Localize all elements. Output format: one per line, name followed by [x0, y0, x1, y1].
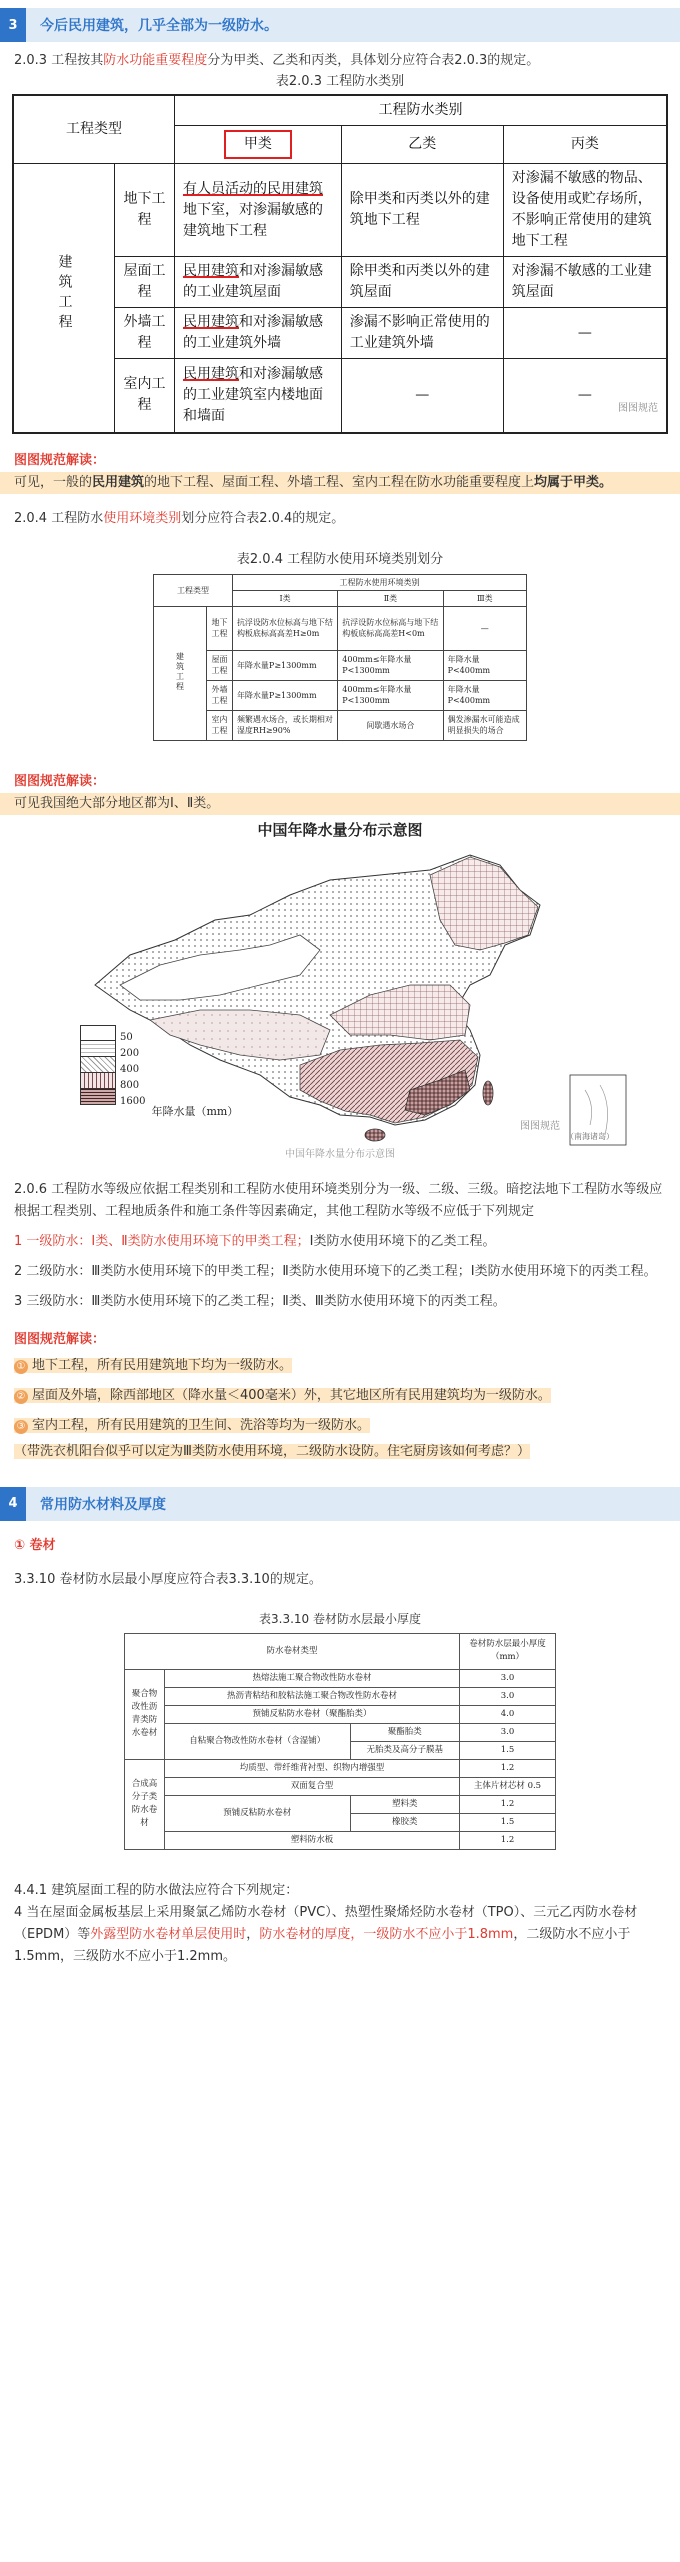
table-header-class-b: 乙类	[341, 126, 503, 164]
reading-2-title: 图图规范解读：	[14, 773, 106, 789]
reading-3-item: ③ 室内工程，所有民用建筑的卫生间、洗浴等均为一级防水。	[14, 1418, 370, 1433]
material-thickness: 主体片材芯材 0.5	[460, 1777, 556, 1795]
material-name: 均质型、带纤维背衬型、织物内增强型	[165, 1759, 460, 1777]
table-2-0-4	[153, 574, 527, 741]
cell-class-c: 对渗漏不敏感的物品、设备使用或贮存场所，不影响正常使用的建筑地下工程	[503, 164, 667, 257]
clause-4-4-1-item-4: 4 当在屋面金属板基层上采用聚氯乙烯防水卷材（PVC）、热塑性聚烯烃防水卷材（TPO）、三元乙丙防水卷材（EPDM）等外露型防水卷材单层使用时，防水卷材的厚度，一级防水不应小于1.8mm，二级防水不应小于1.5mm，三级防水不应小于1.2mm。	[14, 1904, 638, 1964]
table-header-category: 工程防水使用环境类别	[232, 574, 526, 590]
cell-class-2: 400mm≤年降水量P<1300mm	[338, 650, 443, 680]
material-thickness: 3.0	[460, 1669, 556, 1687]
row-name: 屋面工程	[207, 650, 233, 680]
table-2-0-4-caption: 表2.0.4 工程防水使用环境类别划分	[236, 551, 444, 567]
material-name: 自粘聚合物改性防水卷材（含湿铺）	[165, 1723, 351, 1759]
south-sea-label: （南海诸岛）	[566, 1131, 614, 1141]
group-label-2: 合成高分子类防水卷材	[125, 1759, 165, 1849]
legend-unit: 年降水量（mm）	[151, 1104, 239, 1118]
material-thickness: 3.0	[460, 1723, 556, 1741]
reading-3-item: ① 地下工程，所有民用建筑地下均为一级防水。	[14, 1358, 292, 1373]
section-3-number: 3	[0, 8, 26, 42]
row-name: 室内工程	[115, 359, 175, 433]
table-header-type: 工程类型	[13, 95, 175, 164]
row-name: 室内工程	[207, 710, 233, 740]
map-title: 中国年降水量分布示意图	[257, 820, 423, 839]
section-4-number: 4	[0, 1487, 26, 1521]
reading-1-body: 可见，一般的民用建筑的地下工程、屋面工程、外墙工程、室内工程在防水功能重要程度上均属于甲类。	[0, 472, 680, 494]
clause-2-0-6-item-3: 3 三级防水：Ⅲ类防水使用环境下的乙类工程；Ⅱ类、Ⅲ类防水使用环境下的丙类工程。	[14, 1293, 506, 1309]
legend-200: 200	[120, 1047, 140, 1059]
material-thickness: 1.2	[460, 1759, 556, 1777]
table-header-thickness: 卷材防水层最小厚度（mm）	[460, 1633, 556, 1669]
material-subtype: 塑料类	[350, 1795, 459, 1813]
row-name: 外墙工程	[207, 680, 233, 710]
cell-class-b: 除甲类和丙类以外的建筑屋面	[341, 257, 503, 308]
watermark: 图图规范	[618, 399, 658, 414]
row-name: 地下工程	[115, 164, 175, 257]
material-thickness: 4.0	[460, 1705, 556, 1723]
table-3-3-10	[124, 1633, 556, 1850]
cell-class-2: 400mm≤年降水量P<1300mm	[338, 680, 443, 710]
material-name: 塑料防水板	[165, 1831, 460, 1849]
table-header-type: 工程类型	[154, 574, 233, 606]
section-3-header	[0, 8, 680, 42]
legend-400: 400	[120, 1063, 140, 1075]
map-legend	[80, 1025, 238, 1119]
material-name: 预铺反粘防水卷材	[165, 1795, 351, 1831]
subsection-membrane: ① 卷材	[14, 1537, 56, 1553]
cell-class-3: 年降水量P<400mm	[443, 650, 526, 680]
reading-3-extra: （带洗衣机阳台似乎可以定为Ⅲ类防水使用环境，二级防水设防。住宅厨房该如何考虑？）	[14, 1443, 530, 1459]
cell-class-c: —	[503, 359, 667, 433]
table-group-label: 建筑工程	[154, 606, 207, 740]
cell-class-a: 民用建筑和对渗漏敏感的工业建筑屋面	[175, 257, 342, 308]
clause-2-0-4: 2.0.4 工程防水使用环境类别划分应符合表2.0.4的规定。	[14, 510, 345, 526]
material-subtype: 无胎类及高分子膜基	[350, 1741, 459, 1759]
material-thickness: 1.2	[460, 1795, 556, 1813]
map-watermark: 图图规范	[520, 1120, 560, 1132]
table-2-0-3-caption: 表2.0.3 工程防水类别	[275, 74, 405, 89]
material-thickness: 1.2	[460, 1831, 556, 1849]
precipitation-map	[0, 815, 680, 1165]
material-thickness: 1.5	[460, 1741, 556, 1759]
cell-class-c: —	[503, 308, 667, 359]
table-header-class-2: Ⅱ类	[338, 590, 443, 606]
cell-class-b: 除甲类和丙类以外的建筑地下工程	[341, 164, 503, 257]
legend-50: 50	[120, 1031, 133, 1043]
cell-class-3: 偶发渗漏水可能造成明显损失的场合	[443, 710, 526, 740]
cell-class-3: —	[443, 606, 526, 650]
table-3-3-10-caption: 表3.3.10 卷材防水层最小厚度	[259, 1611, 421, 1626]
material-name: 预铺反粘防水卷材（聚酯胎类）	[165, 1705, 460, 1723]
map-caption: 中国年降水量分布示意图	[285, 1148, 395, 1160]
row-name: 外墙工程	[115, 308, 175, 359]
material-name: 热沥青粘结和胶粘法施工聚合物改性防水卷材	[165, 1687, 460, 1705]
material-subtype: 聚酯胎类	[350, 1723, 459, 1741]
cell-class-c: 对渗漏不敏感的工业建筑屋面	[503, 257, 667, 308]
table-header-class-1: Ⅰ类	[232, 590, 337, 606]
reading-3-list	[0, 1355, 680, 1463]
reading-3-item: ② 屋面及外墙，除西部地区（降水量＜400毫米）外，其它地区所有民用建筑均为一级防水。	[14, 1388, 551, 1403]
row-name: 屋面工程	[115, 257, 175, 308]
cell-class-3: 年降水量P<400mm	[443, 680, 526, 710]
cell-class-1: 年降水量P≥1300mm	[232, 680, 337, 710]
reading-2-body: 可见我国绝大部分地区都为Ⅰ、Ⅱ类。	[0, 793, 680, 815]
cell-class-a: 民用建筑和对渗漏敏感的工业建筑外墙	[175, 308, 342, 359]
material-thickness: 3.0	[460, 1687, 556, 1705]
clause-4-4-1: 4.4.1 建筑屋面工程的防水做法应符合下列规定：	[14, 1882, 299, 1898]
cell-class-a: 有人员活动的民用建筑地下室，对渗漏敏感的建筑地下工程	[175, 164, 342, 257]
clause-2-0-6-item-2: 2 二级防水：Ⅲ类防水使用环境下的甲类工程；Ⅱ类防水使用环境下的乙类工程；Ⅰ类防水使用环境下的丙类工程。	[14, 1263, 657, 1279]
table-header-class-3: Ⅲ类	[443, 590, 526, 606]
clause-2-0-3: 2.0.3 工程按其防水功能重要程度分为甲类、乙类和丙类，具体划分应符合表2.0.3的规定。	[14, 53, 540, 68]
table-header-category: 工程防水类别	[175, 95, 668, 126]
section-4-title: 常用防水材料及厚度	[40, 1496, 166, 1513]
group-label-1: 聚合物改性沥青类防水卷材	[125, 1669, 165, 1759]
cell-class-2: 抗浮设防水位标高与地下结构板底标高高差H<0m	[338, 606, 443, 650]
table-header-class-a: 甲类	[175, 126, 342, 164]
cell-class-1: 年降水量P≥1300mm	[232, 650, 337, 680]
clause-2-0-6-item-1: 1 一级防水：Ⅰ类、Ⅱ类防水使用环境下的甲类工程；Ⅰ类防水使用环境下的乙类工程。	[14, 1233, 496, 1249]
reading-3-title: 图图规范解读：	[14, 1331, 106, 1347]
material-thickness: 1.5	[460, 1813, 556, 1831]
reading-1-title: 图图规范解读：	[14, 452, 106, 468]
cell-class-b: —	[341, 359, 503, 433]
material-name: 双面复合型	[165, 1777, 460, 1795]
clause-2-0-6: 2.0.6 工程防水等级应依据工程类别和工程防水使用环境类别分为一级、二级、三级。暗挖法地下工程防水等级应根据工程类别、工程地质条件和施工条件等因素确定，其他工程防水等级不应低于下列规定	[14, 1181, 663, 1219]
table-header-type: 防水卷材类型	[125, 1633, 460, 1669]
row-name: 地下工程	[207, 606, 233, 650]
cell-class-b: 渗漏不影响正常使用的工业建筑外墙	[341, 308, 503, 359]
cell-class-1: 抗浮设防水位标高与地下结构板底标高高差H≥0m	[232, 606, 337, 650]
section-3-title: 今后民用建筑，几乎全部为一级防水。	[40, 18, 278, 34]
material-subtype: 橡胶类	[350, 1813, 459, 1831]
legend-1600: 1600	[120, 1095, 146, 1107]
cell-class-2: 间歇遇水场合	[338, 710, 443, 740]
legend-800: 800	[120, 1079, 140, 1091]
cell-class-1: 频繁遇水场合，或长期相对湿度RH≥90%	[232, 710, 337, 740]
table-2-0-3	[12, 94, 668, 434]
clause-3-3-10: 3.3.10 卷材防水层最小厚度应符合表3.3.10的规定。	[14, 1571, 322, 1587]
table-header-class-c: 丙类	[503, 126, 667, 164]
cell-class-a: 民用建筑和对渗漏敏感的工业建筑室内楼地面和墙面	[175, 359, 342, 433]
section-4-header	[0, 1487, 680, 1521]
material-name: 热熔法施工聚合物改性防水卷材	[165, 1669, 460, 1687]
table-group-label: 建筑工程	[13, 164, 115, 433]
